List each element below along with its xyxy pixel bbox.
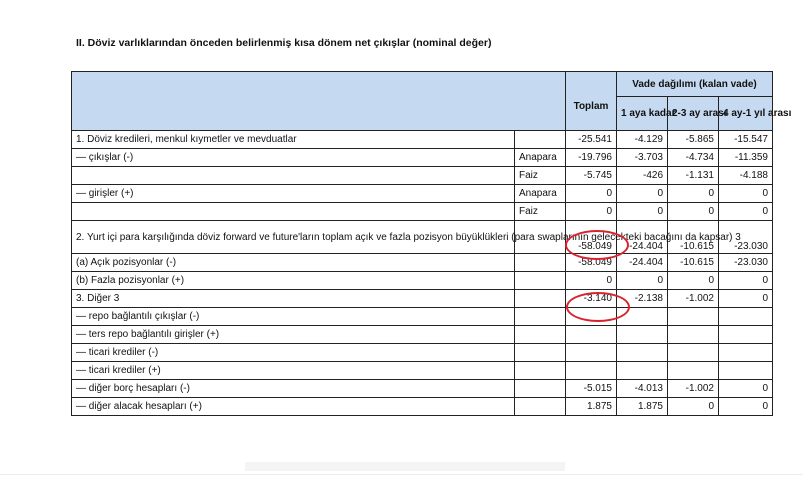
row-value-c3: 0: [719, 398, 773, 416]
net-outflows-table: [71, 71, 792, 416]
table-row: [72, 221, 773, 254]
table-row: [72, 344, 773, 362]
row-value-c2: [668, 308, 719, 326]
row-sublabel: Faiz: [515, 203, 566, 221]
table-row: [72, 149, 773, 167]
row-value-total: -58.049: [566, 221, 617, 254]
row-value-c1: -4.129: [617, 131, 668, 149]
row-sublabel: [515, 131, 566, 149]
table-row: [72, 272, 773, 290]
row-label: 3. Diğer 3: [72, 290, 515, 308]
row-value-total: 0: [566, 272, 617, 290]
row-value-total: -25.541: [566, 131, 617, 149]
row-value-total: -5.745: [566, 167, 617, 185]
row-value-c3: -11.359: [719, 149, 773, 167]
row-value-total: 0: [566, 185, 617, 203]
row-value-total: -58.049: [566, 254, 617, 272]
row-label: [72, 167, 515, 185]
row-label: — diğer borç hesapları (-): [72, 380, 515, 398]
row-sublabel: [515, 290, 566, 308]
row-label: — çıkışlar (-): [72, 149, 515, 167]
row-value-c3: 0: [719, 185, 773, 203]
row-sublabel: [515, 398, 566, 416]
row-sublabel: [515, 344, 566, 362]
table-row: [72, 167, 773, 185]
row-label: — girişler (+): [72, 185, 515, 203]
table-row: [72, 290, 773, 308]
row-value-c2: -10.615: [668, 254, 719, 272]
row-value-total: -3.140: [566, 290, 617, 308]
row-value-c3: 0: [719, 290, 773, 308]
row-value-c1: [617, 362, 668, 380]
table-row: [72, 398, 773, 416]
header-maturity-group: Vade dağılımı (kalan vade): [617, 72, 773, 97]
annotation-circle-total-3: [566, 292, 630, 322]
row-label: — repo bağlantılı çıkışlar (-): [72, 308, 515, 326]
row-sublabel: [515, 326, 566, 344]
row-value-c2: [668, 326, 719, 344]
row-label: (b) Fazla pozisyonlar (+): [72, 272, 515, 290]
row-sublabel: Anapara: [515, 149, 566, 167]
table-row: [72, 326, 773, 344]
row-value-c2: -1.131: [668, 167, 719, 185]
table-row: [72, 131, 773, 149]
row-label: — diğer alacak hesapları (+): [72, 398, 515, 416]
row-value-total: 1.875: [566, 398, 617, 416]
header-col-4-12-months: 4 ay-1 yıl arası: [719, 97, 773, 131]
row-value-c2: 0: [668, 203, 719, 221]
row-value-c1: -4.013: [617, 380, 668, 398]
row-value-c1: -24.404: [617, 254, 668, 272]
row-sublabel: [515, 308, 566, 326]
header-total: Toplam: [566, 72, 617, 131]
row-value-c1: 0: [617, 185, 668, 203]
row-value-c2: -1.002: [668, 380, 719, 398]
row-label: [72, 203, 515, 221]
row-value-c2: -4.734: [668, 149, 719, 167]
row-value-c1: -2.138: [617, 290, 668, 308]
row-value-c3: 0: [719, 272, 773, 290]
table-row: [72, 362, 773, 380]
row-value-c1: -3.703: [617, 149, 668, 167]
row-value-total: 0: [566, 203, 617, 221]
row-value-c3: [719, 326, 773, 344]
faded-header-text: [245, 11, 725, 21]
row-value-total: [566, 362, 617, 380]
row-value-c1: -426: [617, 167, 668, 185]
table-row: [72, 380, 773, 398]
row-value-c2: [668, 344, 719, 362]
row-value-c1: [617, 344, 668, 362]
row-value-c3: [719, 362, 773, 380]
row-value-c3: -23.030: [719, 221, 773, 254]
row-value-c2: -10.615: [668, 221, 719, 254]
row-sublabel: Anapara: [515, 185, 566, 203]
row-value-c2: 0: [668, 185, 719, 203]
table-row: [72, 203, 773, 221]
row-sublabel: Faiz: [515, 167, 566, 185]
table-row: [72, 308, 773, 326]
row-value-total: -19.796: [566, 149, 617, 167]
row-sublabel: [515, 362, 566, 380]
page-edge-line: [0, 474, 803, 475]
table-row: [72, 254, 773, 272]
table-row: [72, 185, 773, 203]
row-value-c1: 1.875: [617, 398, 668, 416]
row-value-c2: -1.002: [668, 290, 719, 308]
header-empty-cell: [72, 72, 566, 131]
row-value-c3: 0: [719, 380, 773, 398]
row-sublabel: [515, 272, 566, 290]
annotation-circle-total-2: [565, 230, 629, 260]
row-value-c3: -23.030: [719, 254, 773, 272]
row-value-total: [566, 344, 617, 362]
row-sublabel: [515, 380, 566, 398]
row-value-c1: 0: [617, 272, 668, 290]
row-value-total: [566, 326, 617, 344]
header-row-group: [72, 72, 773, 97]
row-value-c2: [668, 362, 719, 380]
header-col-1-month: 1 aya kadar: [617, 97, 668, 131]
row-label: — ters repo bağlantılı girişler (+): [72, 326, 515, 344]
row-value-c3: [719, 308, 773, 326]
row-label: — ticari krediler (+): [72, 362, 515, 380]
row-value-total: -5.015: [566, 380, 617, 398]
row-value-c3: -15.547: [719, 131, 773, 149]
row-value-c3: 0: [719, 203, 773, 221]
row-value-c2: 0: [668, 272, 719, 290]
row-value-c3: -4.188: [719, 167, 773, 185]
row-value-c2: 0: [668, 398, 719, 416]
row-label: (a) Açık pozisyonlar (-): [72, 254, 515, 272]
row-value-c1: [617, 326, 668, 344]
row-value-c3: [719, 344, 773, 362]
row-label: 2. Yurt içi para karşılığında döviz forward ve future'ların toplam açık ve fazla pozisyon büyüklükleri (para swaplarının gelecekteki bacağını da kapsar) 3: [72, 221, 515, 254]
row-value-c2: -5.865: [668, 131, 719, 149]
header-col-2-3-months: 2-3 ay arası: [668, 97, 719, 131]
section-heading: II. Döviz varlıklarından önceden belirlenmiş kısa dönem net çıkışlar (nominal değer): [76, 37, 492, 49]
row-value-c1: -24.404: [617, 221, 668, 254]
row-label: 1. Döviz kredileri, menkul kıymetler ve mevduatlar: [72, 131, 515, 149]
row-label: — ticari krediler (-): [72, 344, 515, 362]
row-sublabel: [515, 254, 566, 272]
faded-footer: [245, 462, 565, 471]
row-value-c1: 0: [617, 203, 668, 221]
